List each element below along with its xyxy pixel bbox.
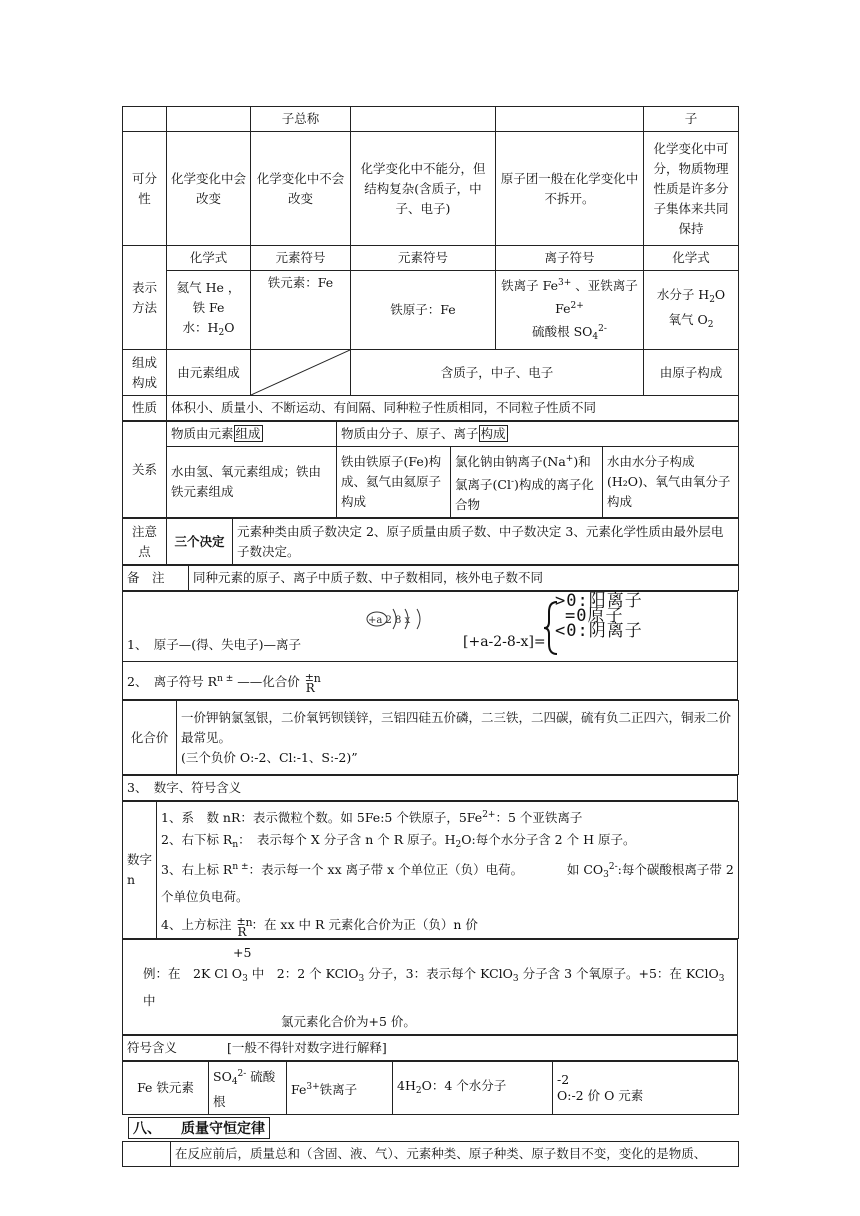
ion-table [122, 591, 738, 700]
cell: 在反应前后，质量总和（含固、液、气）、元素种类、原子种类、原子数目不变，变化的是物质、 [171, 1142, 739, 1167]
table-row [123, 662, 738, 700]
cell: 符号含义 [一般不得针对数字进行解释] [123, 1036, 738, 1061]
table-row [123, 350, 739, 396]
ion-cases: >0:阳离子 =0原子 <0:阴离子 [555, 591, 643, 641]
cell: 铁元素：Fe [251, 271, 351, 350]
list-item: 3、右上标 $R^{n \pm}$：表示每一个 xx 离子带 x 个单位正（负）电荷。 如 $CO_3^{2-}$:每个碳酸根离子带 2 个单位负电荷。 [161, 862, 734, 904]
law-table [122, 1141, 739, 1167]
table-row [123, 246, 739, 271]
table-row [123, 940, 738, 1035]
row-label: 表示方法 [123, 246, 167, 350]
cell: 一价钾钠氯氢银，二价氧钙钡镁锌，三铝四硅五价磷，二三铁，二四碳，硫有负二正四六，铜汞二价最常见。 (三个负价 O:-2、Cl:-1、S:-2)” [177, 701, 739, 775]
table-row [123, 802, 739, 939]
meaning-table [122, 775, 738, 801]
ion-formula: [+a-2-8-x]= [463, 634, 546, 650]
cell: $4H_2O$：4 个水分子 [393, 1062, 553, 1115]
cell: 物质由元素 组成 [167, 422, 337, 447]
cell: 铁原子：Fe [351, 271, 496, 350]
row-label: 数字 n [123, 802, 157, 939]
cell: 水由氢、氧元素组成；铁由铁元素组成 [167, 447, 337, 518]
table-row [123, 132, 739, 246]
table-row [123, 566, 739, 591]
symbol-meaning-table [122, 1035, 738, 1061]
cell: $Fe^{3+}$铁离子 [287, 1062, 393, 1115]
ion-text: 1、 原子—(得、失电子)—离子 [127, 637, 301, 652]
row-label: 注意点 [123, 519, 167, 565]
cell: 铁由铁原子(Fe)构成、氦气由氦原子构成 [337, 447, 451, 518]
list-item: 4、上方标注 ± R n ：在 xx 中 R 元素化合价为正（负）n 价 [161, 914, 478, 939]
cell: 化学变化中不能分，但结构复杂(含质子，中子、电子) [351, 132, 496, 246]
cell: -2 O:-2 价 O 元素 [553, 1062, 739, 1115]
cell: 化学变化中可分，物质物理性质是许多分子集体来共同保持 [644, 132, 739, 246]
note-table [122, 518, 739, 565]
cell: 铁离子 $Fe^{3+}$ 、亚铁离子 $Fe^{2+}$ 硫酸根 $SO_4^{2-}$ [496, 271, 644, 350]
cell: 离子符号 [496, 246, 644, 271]
cell: 化学式 [644, 246, 739, 271]
cell: 原子团一般在化学变化中不拆开。 [496, 132, 644, 246]
atom-diagram-icon [363, 604, 453, 634]
cell: 元素符号 [351, 246, 496, 271]
valence-symbol: ± R n [304, 670, 321, 695]
table-row [123, 1062, 739, 1115]
cell: +5 例：在 2K Cl $O_3$ 中 2：2 个 KClO$_3$ 分子，3：表示每个 KClO$_3$ 分子含 3 个氧原子。+5：在 KClO$_3$ 中 氯元素化合价为+5 价。 [123, 940, 738, 1035]
table-row [123, 519, 739, 565]
comparison-table [122, 106, 739, 421]
cell [123, 592, 738, 662]
section-heading: 八、 质量守恒定律 [128, 1117, 738, 1139]
cell: 体积小、质量小、不断运动、有间隔、同种粒子性质相同，不同粒子性质不同 [167, 396, 739, 421]
cell: Fe 铁元素 [123, 1062, 209, 1115]
row-label: 关系 [123, 422, 167, 518]
table-row [123, 1142, 739, 1167]
cell: 化学变化中会改变 [167, 132, 251, 246]
cell: 同种元素的原子、离子中质子数、中子数相同，核外电子数不同 [189, 566, 739, 591]
examples-row-table [122, 1061, 739, 1115]
cell: 2、 离子符号 $R^{n \pm}$ ——化合价 ± R n [123, 662, 738, 700]
table-row [123, 422, 739, 447]
table-row [123, 271, 739, 350]
cell: 水分子 $H_2O$ 氧气 $O_2$ [644, 271, 739, 350]
relation-table [122, 421, 739, 518]
cell: 由元素组成 [167, 350, 251, 396]
diagonal-cell [251, 350, 351, 396]
example-table [122, 939, 738, 1035]
cell: 元素种类由质子数决定 2、原子质量由质子数、中子数决定 3、元素化学性质由最外层电子数决定。 [233, 519, 739, 565]
table-row [123, 107, 739, 132]
numbers-table [122, 801, 739, 939]
cell: 子 [644, 107, 739, 132]
cell: 三个决定 [167, 519, 233, 565]
diagonal-line [251, 350, 350, 395]
row-label: 可分性 [123, 132, 167, 246]
remark-table [122, 565, 739, 591]
row-label: 性质 [123, 396, 167, 421]
cell: 化学变化中不会改变 [251, 132, 351, 246]
cell: 子总称 [251, 107, 351, 132]
table-row [123, 396, 739, 421]
cell: 水由水分子构成(H₂O)、氧气由氧分子构成 [603, 447, 739, 518]
row-label: 化合价 [123, 701, 177, 775]
row-label: 备 注 [123, 566, 189, 591]
cell [157, 802, 739, 939]
cell: 物质由分子、原子、离子 构成 [337, 422, 739, 447]
table-row [123, 592, 738, 662]
list-item: 1、系 数 nR：表示微粒个数。如 5Fe:5 个铁原子，$5Fe^{2+}$：5 个亚铁离子 [161, 810, 583, 825]
table-row [123, 776, 738, 801]
table-row [123, 1036, 738, 1061]
table-row [123, 701, 739, 775]
cell: $SO_4^{2-}$ 硫酸根 [209, 1062, 287, 1115]
row-label: 组成构成 [123, 350, 167, 396]
table-row [123, 447, 739, 518]
valence-symbol: ± R n [236, 914, 253, 939]
cell: 氦气 He ， 铁 Fe 水：$H_2O$ [167, 271, 251, 350]
cell: 化学式 [167, 246, 251, 271]
document-page [122, 106, 738, 1167]
svg-text:+a 2 8 x: +a 2 8 x [368, 615, 411, 626]
cell: 元素符号 [251, 246, 351, 271]
list-item: 2、右下标 $R_n$： 表示每个 X 分子含 n 个 R 原子。$H_2O$:每个水分子含 2 个 H 原子。 [161, 832, 636, 850]
valence-table [122, 700, 739, 775]
cell: 氯化钠由钠离子(Na+)和氯离子(Cl-)构成的离子化合物 [451, 447, 603, 518]
cell: 由原子构成 [644, 350, 739, 396]
cell: 3、 数字、符号含义 [123, 776, 738, 801]
cell: 含质子，中子、电子 [351, 350, 644, 396]
